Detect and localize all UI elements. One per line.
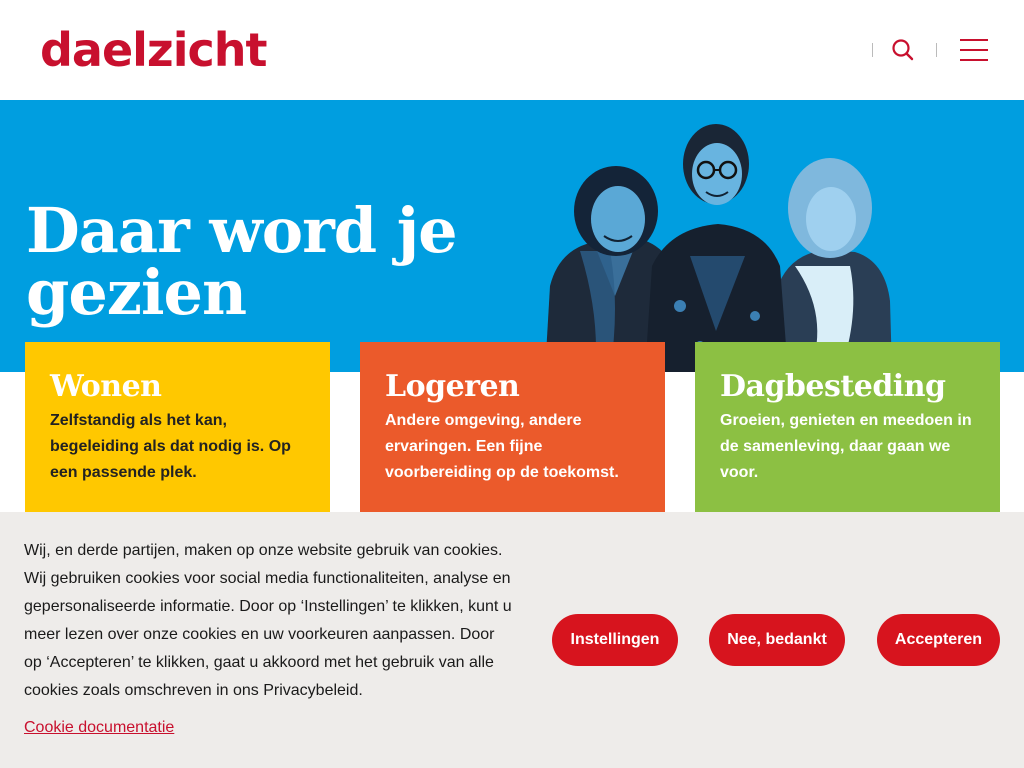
decline-button[interactable]: Nee, bedankt [709,614,845,666]
accept-button[interactable]: Accepteren [877,614,1000,666]
hamburger-line [960,59,988,61]
person-middle [645,124,788,372]
cookie-banner [0,512,1024,768]
card-dagbesteding[interactable] [695,342,1000,517]
hamburger-line [960,49,988,51]
hero-banner [0,100,1024,372]
site-header [0,0,1024,100]
divider [936,43,937,57]
person-right [770,158,892,372]
settings-button[interactable]: Instellingen [552,614,678,666]
hero-title: Daar word je gezien [26,194,457,329]
cookie-documentation-link[interactable]: Cookie documentatie [24,719,175,736]
search-icon [890,37,916,63]
card-text: Andere omgeving, andere ervaringen. Een fijne voorbereiding op de toekomst. [385,412,619,481]
card-text: Zelfstandig als het kan, begeleiding als dat nodig is. Op een passende plek. [50,412,291,481]
hero-photo [540,116,900,372]
logo[interactable]: daelzicht [40,23,267,77]
divider [872,43,873,57]
card-title: Dagbesteding [720,369,946,404]
menu-button[interactable] [958,36,990,64]
hamburger-menu-icon [960,39,988,41]
card-wonen[interactable] [25,342,330,517]
search-button[interactable] [890,37,916,63]
card-title: Logeren [385,369,520,404]
cookie-message: Wij, en derde partijen, maken op onze website gebruik van cookies. Wij gebruiken cookies voor social media functionaliteiten, analyse en gepersonaliseerde informatie. Door op ‘Instellingen’ te klikken, kunt u meer lezen over onze cookies en uw voorkeuren aanpassen. Door op ‘Accepteren’ te klikken, gaat u akkoord met het gebruik van alle cookies zoals omschreven in ons Privacybeleid. [24,542,512,699]
card-logeren[interactable] [360,342,665,517]
card-title: Wonen [50,369,162,404]
card-text: Groeien, genieten en meedoen in de samenleving, daar gaan we voor. [720,412,972,481]
